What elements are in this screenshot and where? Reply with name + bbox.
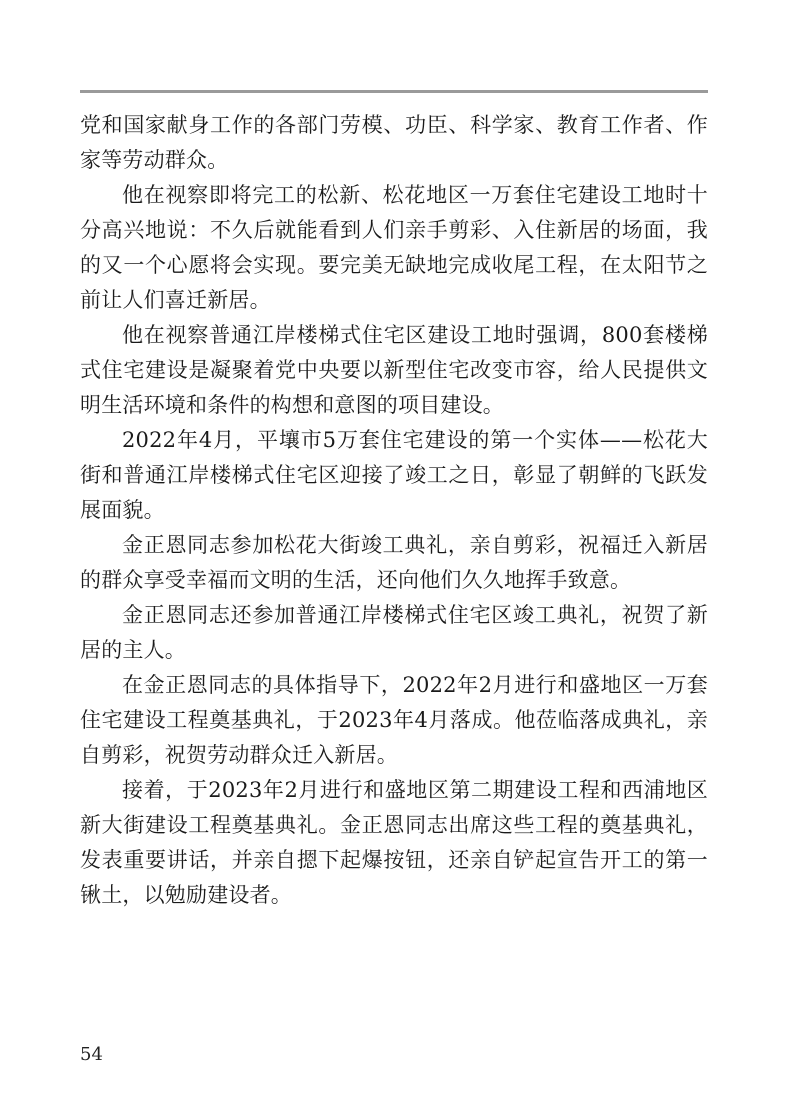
paragraph: 金正恩同志参加松花大街竣工典礼，亲自剪彩，祝福迁入新居的群众享受幸福而文明的生活，还向他们久久地挥手致意。 xyxy=(80,533,708,592)
paragraph-continued: 党和国家献身工作的各部门劳模、功臣、科学家、教育工作者、作家等劳动群众。 xyxy=(80,113,708,172)
paragraph: 金正恩同志还参加普通江岸楼梯式住宅区竣工典礼，祝贺了新居的主人。 xyxy=(80,603,708,662)
header-rule xyxy=(80,90,708,93)
paragraph: 他在视察普通江岸楼梯式住宅区建设工地时强调，800套楼梯式住宅建设是凝聚着党中央要以新型住宅改变市容，给人民提供文明生活环境和条件的构想和意图的项目建设。 xyxy=(80,323,708,417)
paragraph: 2022年4月，平壤市5万套住宅建设的第一个实体——松花大街和普通江岸楼梯式住宅区迎接了竣工之日，彰显了朝鲜的飞跃发展面貌。 xyxy=(80,428,708,522)
paragraph: 在金正恩同志的具体指导下，2022年2月进行和盛地区一万套住宅建设工程奠基典礼，于2023年4月落成。他莅临落成典礼，亲自剪彩，祝贺劳动群众迁入新居。 xyxy=(80,673,708,767)
body-text xyxy=(80,108,708,913)
paragraph: 他在视察即将完工的松新、松花地区一万套住宅建设工地时十分高兴地说：不久后就能看到人们亲手剪彩、入住新居的场面，我的又一个心愿将会实现。要完美无缺地完成收尾工程，在太阳节之前让人们喜迁新居。 xyxy=(80,183,708,312)
page-number: 54 xyxy=(80,1044,103,1065)
paragraph: 接着，于2023年2月进行和盛地区第二期建设工程和西浦地区新大街建设工程奠基典礼。金正恩同志出席这些工程的奠基典礼，发表重要讲话，并亲自摁下起爆按钮，还亲自铲起宣告开工的第一锹土，以勉励建设者。 xyxy=(80,778,708,907)
